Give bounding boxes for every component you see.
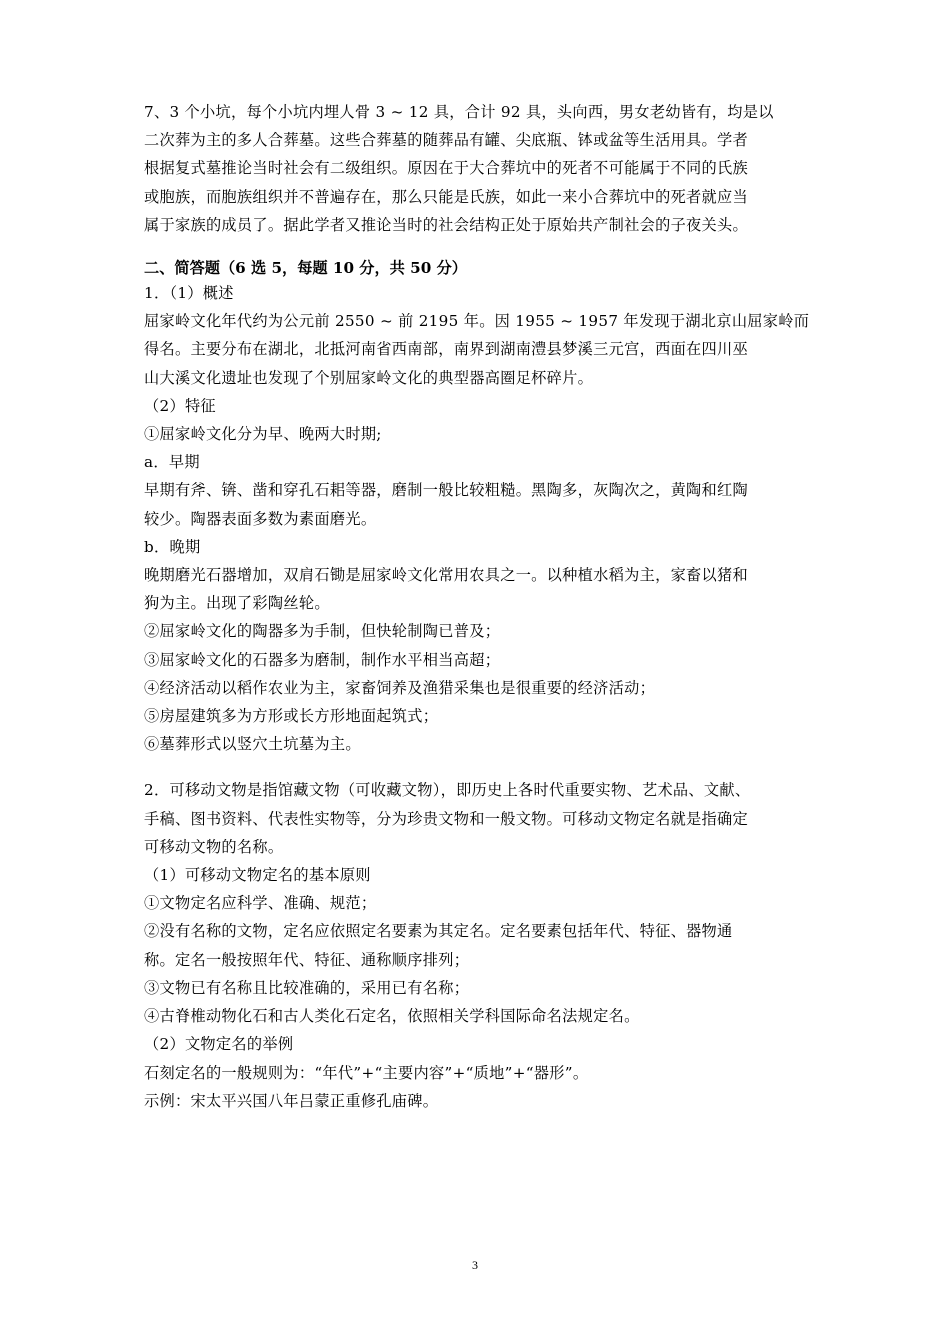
- paragraph-burial-analysis: [144, 98, 804, 239]
- text-line: 可移动文物的名称。: [144, 837, 284, 856]
- document-body: [144, 98, 810, 1115]
- text-line: ②屈家岭文化的陶器多为手制，但快轮制陶已普及；: [144, 622, 501, 641]
- text-line: 手稿、图书资料、代表性实物等，分为珍贵文物和一般文物。可移动文物定名就是指确定: [144, 809, 749, 828]
- answer-2-movable-relics: [144, 776, 804, 1114]
- text-line: 称。定名一般按照年代、特征、通称顺序排列；: [144, 950, 470, 969]
- text-line: 较少。陶器表面多数为素面磨光。: [144, 509, 377, 528]
- text-line: （2）文物定名的举例: [144, 1035, 294, 1054]
- text-line: 山大溪文化遗址也发现了个别屈家岭文化的典型器高圈足杯碎片。: [144, 368, 594, 387]
- text-line: ④经济活动以稻作农业为主，家畜饲养及渔猎采集也是很重要的经济活动；: [144, 678, 656, 697]
- text-line: ③屈家岭文化的石器多为磨制，制作水平相当高超；: [144, 650, 501, 669]
- text-line: 狗为主。出现了彩陶丝轮。: [144, 594, 330, 613]
- text-line: ①屈家岭文化分为早、晚两大时期;: [144, 425, 382, 444]
- text-line: 属于家族的成员了。据此学者又推论当时的社会结构正处于原始共产制社会的子夜关头。: [144, 215, 749, 234]
- text-line: ③文物已有名称且比较准确的，采用已有名称；: [144, 978, 470, 997]
- text-line: 二次葬为主的多人合葬墓。这些合葬墓的随葬品有罐、尖底瓶、钵或盆等生活用具。学者: [144, 131, 749, 150]
- text-line: 石刻定名的一般规则为：“年代”+“主要内容”+“质地”+“器形”。: [144, 1063, 589, 1082]
- text-line: 或胞族，而胞族组织并不普遍存在，那么只能是氏族，如此一来小合葬坑中的死者就应当: [144, 187, 749, 206]
- text-line: ②没有名称的文物，定名应依照定名要素为其定名。定名要素包括年代、特征、器物通: [144, 922, 733, 941]
- text-line: 1．（1）概述: [144, 284, 234, 303]
- text-line: b．晚期: [144, 537, 201, 556]
- text-line: ⑥墓葬形式以竖穴土坑墓为主。: [144, 735, 361, 754]
- section-heading: 二、简答题（6 选 5，每题 10 分，共 50 分）: [144, 259, 467, 278]
- text-line: 根据复式墓推论当时社会有二级组织。原因在于大合葬坑中的死者不可能属于不同的氏族: [144, 159, 749, 178]
- spacer: [144, 239, 804, 257]
- text-line: 得名。主要分布在湖北，北抵河南省西南部，南界到湖南澧县梦溪三元宫，西面在四川巫: [144, 340, 749, 359]
- text-line: 示例：宋太平兴国八年吕蒙正重修孔庙碑。: [144, 1091, 439, 1110]
- text-line: ④古脊椎动物化石和古人类化石定名，依照相关学科国际命名法规定名。: [144, 1007, 640, 1026]
- text-line: 晚期磨光石器增加，双肩石锄是屈家岭文化常用农具之一。以种植水稻为主，家畜以猪和: [144, 566, 749, 585]
- text-line: 7、3 个小坑，每个小坑内埋人骨 3 ~ 12 具，合计 92 具，头向西，男女老幼皆有，均是以: [144, 103, 774, 121]
- page-number: 3: [472, 1258, 478, 1272]
- text-line: ⑤房屋建筑多为方形或长方形地面起筑式；: [144, 707, 439, 726]
- text-line: 2．可移动文物是指馆藏文物（可收藏文物），即历史上各时代重要实物、艺术品、文献、: [144, 781, 751, 800]
- text-line: 屈家岭文化年代约为公元前 2550 ~ 前 2195 年。因 1955 ~ 1957 年发现于湖北京山屈家岭而: [144, 312, 810, 331]
- text-line: ①文物定名应科学、准确、规范；: [144, 894, 377, 913]
- text-line: （1）可移动文物定名的基本原则: [144, 866, 371, 885]
- spacer: [144, 758, 804, 776]
- answer-1-qujialing: [144, 279, 810, 758]
- text-line: （2）特征: [144, 396, 216, 415]
- text-line: a．早期: [144, 453, 200, 472]
- text-line: 早期有斧、锛、凿和穿孔石耜等器，磨制一般比较粗糙。黑陶多，灰陶次之，黄陶和红陶: [144, 481, 749, 500]
